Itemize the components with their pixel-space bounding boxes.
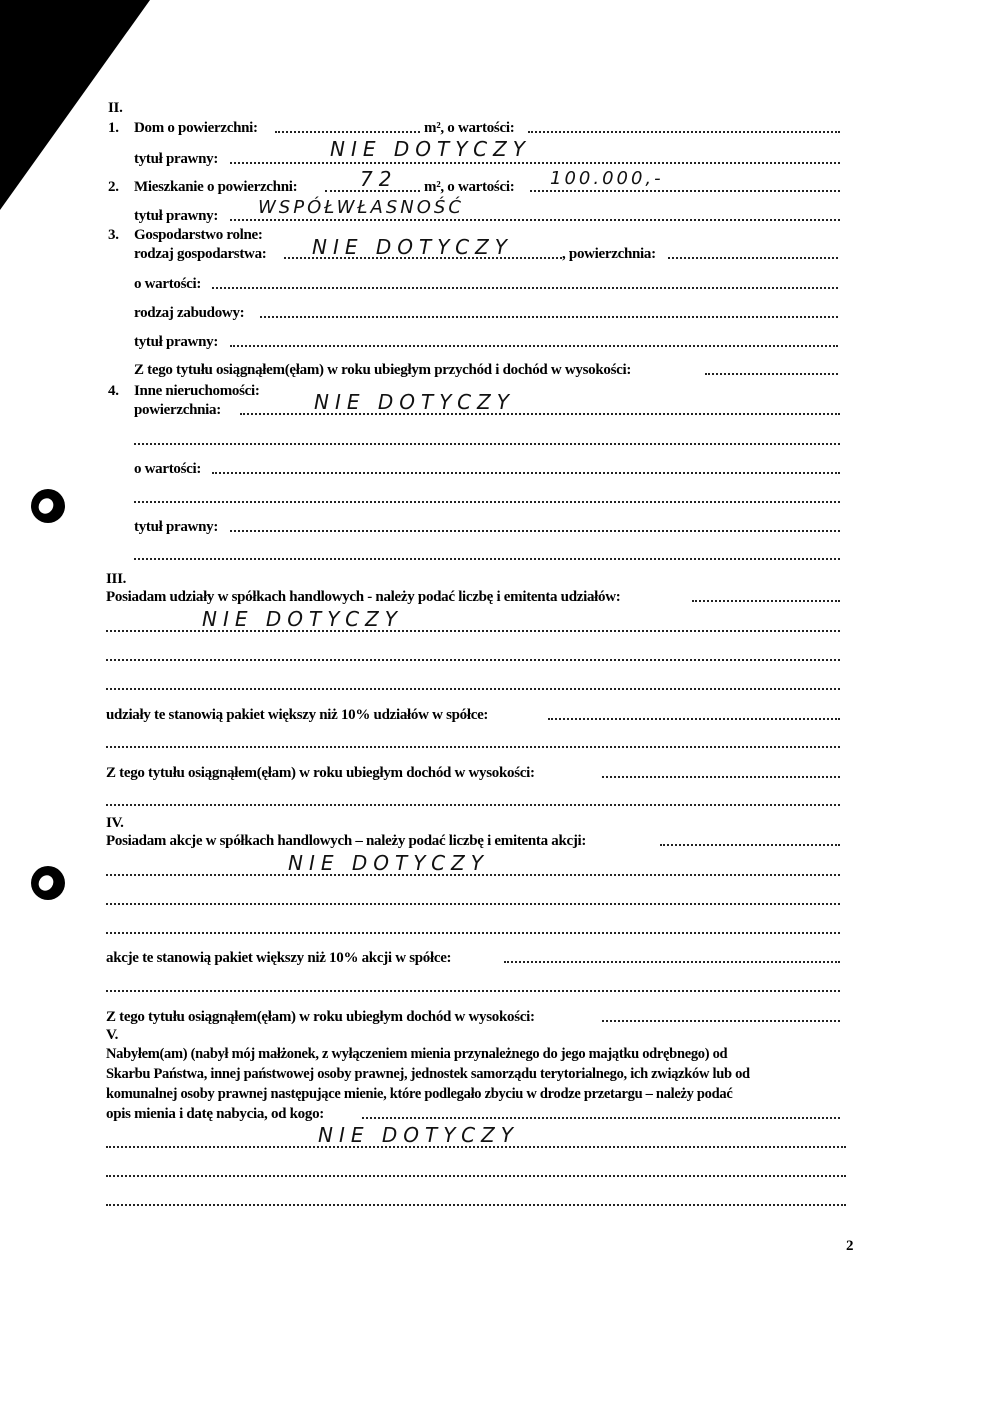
other-property-label: Inne nieruchomości:: [134, 383, 260, 399]
stocks-label: Posiadam akcje w spółkach handlowych – należy podać liczbę i emitenta akcji:: [106, 833, 587, 849]
flat-area-handwritten: 72: [360, 167, 398, 191]
flat-unit-label: m², o wartości:: [424, 179, 515, 195]
flat-title-handwritten: WSPÓŁWŁASNOŚĆ: [258, 197, 464, 218]
item-2-number: 2.: [108, 179, 119, 195]
house-title-label: tytuł prawny:: [134, 151, 219, 167]
section-2-heading: II.: [108, 100, 123, 116]
flat-value-handwritten: 100.000,-: [550, 168, 664, 189]
shares-income-field-2: [106, 804, 840, 806]
stocks-field-3: [106, 903, 840, 905]
stocks-handwritten: NIE DOTYCZY: [288, 851, 489, 875]
section-4-heading: IV.: [106, 815, 124, 831]
stocks-over10-label: akcje te stanowią pakiet większy niż 10% akcji w spółce:: [106, 950, 452, 966]
shares-field: [692, 600, 840, 602]
shares-field-4: [106, 688, 840, 690]
shares-over10-field-2: [106, 746, 840, 748]
page-number: 2: [846, 1238, 854, 1254]
flat-area-label: Mieszkanie o powierzchni:: [134, 179, 298, 195]
farm-area-label: , powierzchnia:: [562, 246, 656, 262]
other-title-label: tytuł prawny:: [134, 519, 219, 535]
farm-title-label: tytuł prawny:: [134, 334, 219, 350]
farm-income-field: [705, 373, 838, 375]
farm-title-field: [230, 345, 838, 347]
farm-area-field: [668, 257, 838, 259]
farm-kind-handwritten: NIE DOTYCZY: [312, 235, 513, 259]
shares-label: Posiadam udziały w spółkach handlowych - należy podać liczbę i emitenta udziałów:: [106, 589, 621, 605]
acquisition-handwritten: NIE DOTYCZY: [318, 1123, 519, 1147]
shares-over10-field: [548, 718, 840, 720]
stocks-field-4: [106, 932, 840, 934]
other-area-label: powierzchnia:: [134, 402, 221, 418]
acquisition-text-line-4: opis mienia i datę nabycia, od kogo:: [106, 1106, 324, 1122]
stocks-income-field: [602, 1020, 840, 1022]
flat-title-label: tytuł prawny:: [134, 208, 219, 224]
other-title-field: [230, 530, 840, 532]
flat-title-field: [230, 219, 840, 221]
shares-over10-label: udziały te stanowią pakiet większy niż 10% udziałów w spółce:: [106, 707, 489, 723]
farm-income-label: Z tego tytułu osiągnąłem(ęłam) w roku ubiegłym przychód i dochód w wysokości:: [134, 362, 632, 378]
house-area-field: [275, 131, 420, 133]
shares-income-field: [602, 776, 840, 778]
house-value-field: [528, 131, 840, 133]
acquisition-field-4: [106, 1204, 846, 1206]
section-3-heading: III.: [106, 571, 127, 587]
stocks-over10-field: [504, 961, 840, 963]
stocks-income-label: Z tego tytułu osiągnąłem(ęłam) w roku ubiegłym dochód w wysokości:: [106, 1009, 535, 1025]
scan-corner-shadow: [0, 0, 150, 210]
other-title-field-2: [134, 558, 840, 560]
section-5-heading: V.: [106, 1027, 119, 1043]
flat-value-field: [530, 190, 840, 192]
acquisition-text-line-2: Skarbu Państwa, innej państwowej osoby prawnej, jednostek samorządu terytorialnego, ich związków lub od: [106, 1066, 750, 1082]
shares-handwritten: NIE DOTYCZY: [202, 607, 403, 631]
farm-value-label: o wartości:: [134, 276, 202, 292]
house-unit-label: m², o wartości:: [424, 120, 515, 136]
acquisition-field: [362, 1117, 840, 1119]
acquisition-field-2: [106, 1146, 846, 1148]
other-value-label: o wartości:: [134, 461, 202, 477]
house-title-field: [230, 162, 840, 164]
house-area-label: Dom o powierzchni:: [134, 120, 258, 136]
other-value-field: [212, 472, 840, 474]
stocks-over10-field-2: [106, 990, 840, 992]
acquisition-field-3: [106, 1175, 846, 1177]
punch-hole-top: [31, 489, 65, 523]
punch-hole-bottom: [31, 866, 65, 900]
other-area-field-2: [134, 443, 840, 445]
farm-building-label: rodzaj zabudowy:: [134, 305, 245, 321]
acquisition-text-line-3: komunalnej osoby prawnej następujące mienie, które podlegało zbyciu w drodze przetargu – należy podać: [106, 1086, 733, 1102]
farm-kind-label: rodzaj gospodarstwa:: [134, 246, 267, 262]
stocks-field: [660, 844, 840, 846]
house-title-handwritten: NIE DOTYCZY: [330, 137, 531, 161]
other-value-field-2: [134, 501, 840, 503]
item-3-number: 3.: [108, 227, 119, 243]
other-area-handwritten: NIE DOTYCZY: [314, 390, 515, 414]
shares-income-label: Z tego tytułu osiągnąłem(ęłam) w roku ubiegłym dochód w wysokości:: [106, 765, 535, 781]
farm-building-field: [260, 316, 838, 318]
farm-value-field: [212, 287, 838, 289]
item-1-number: 1.: [108, 120, 119, 136]
shares-field-3: [106, 659, 840, 661]
farm-label: Gospodarstwo rolne:: [134, 227, 263, 243]
item-4-number: 4.: [108, 383, 119, 399]
acquisition-text-line-1: Nabyłem(am) (nabył mój małżonek, z wyłączeniem mienia przynależnego do jego majątku odrębnego) od: [106, 1046, 728, 1062]
